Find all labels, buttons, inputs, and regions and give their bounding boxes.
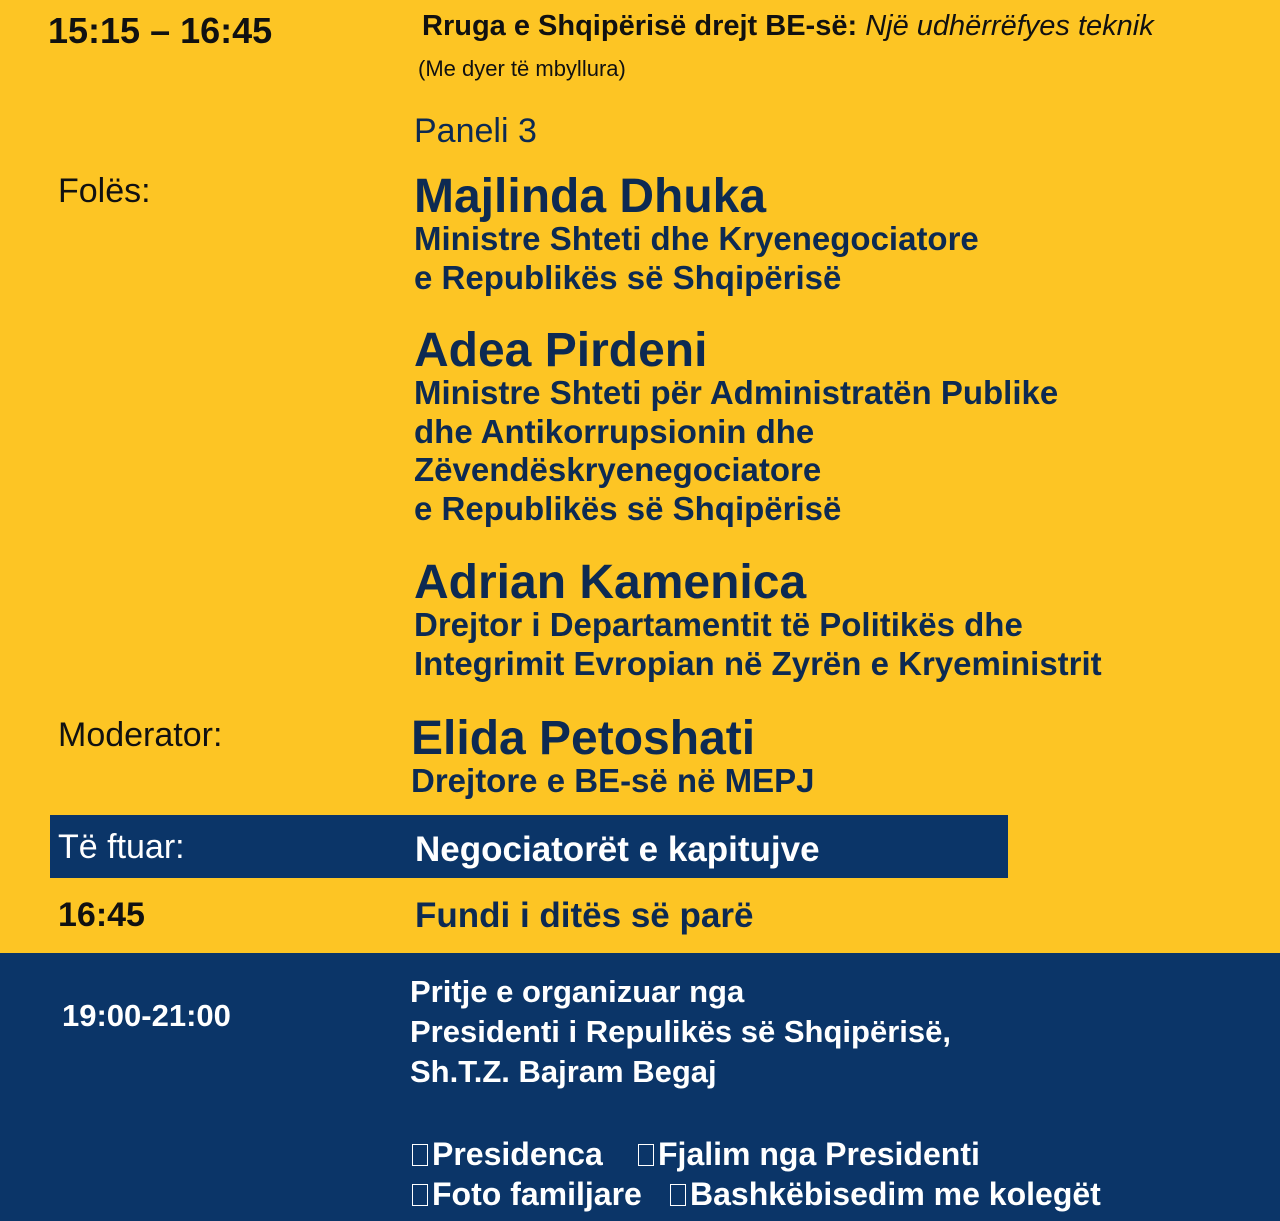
- moderator-name: Elida Petoshati: [411, 712, 756, 765]
- speaker-role: Ministre Shteti për Administratën Publike dhe Antikorrupsionin dhe Zëvendëskryenegociatore e Republikës së Shqipërisë: [414, 374, 1059, 527]
- evening-item: [412, 1136, 603, 1173]
- speakers-label: Folës:: [58, 172, 151, 210]
- moderator-role: Drejtore e BE-së në MEPJ: [411, 762, 815, 799]
- checkbox-icon: [638, 1144, 654, 1166]
- evening-item: [638, 1136, 980, 1173]
- evening-item: [670, 1176, 1101, 1213]
- evening-item-label: Fjalim nga Presidenti: [658, 1136, 980, 1172]
- guests-text: Negociatorët e kapitujve: [415, 830, 820, 869]
- evening-item-label: Bashkëbisedim me kolegët: [690, 1176, 1101, 1212]
- moderator-label: Moderator:: [58, 716, 223, 754]
- evening-item-label: Foto familjare: [432, 1176, 642, 1212]
- evening-time: 19:00-21:00: [62, 998, 231, 1033]
- speaker-block: [414, 324, 1059, 528]
- moderator-block: [411, 712, 815, 801]
- evening-line: Pritje e organizuar nga: [410, 974, 745, 1009]
- evening-line: Sh.T.Z. Bajram Begaj: [410, 1054, 717, 1089]
- end-time: 16:45: [58, 896, 145, 934]
- speaker-name: Majlinda Dhuka: [414, 170, 767, 223]
- evening-item: [412, 1176, 642, 1213]
- speaker-role: Drejtor i Departamentit të Politikës dhe Integrimit Evropian në Zyrën e Kryeministrit: [414, 606, 1102, 682]
- end-text: Fundi i ditës së parë: [415, 896, 754, 935]
- evening-item-label: Presidenca: [432, 1136, 603, 1172]
- session-note: (Me dyer të mbyllura): [418, 56, 626, 81]
- guests-label: Të ftuar:: [58, 828, 185, 866]
- speaker-role: Ministre Shteti dhe Kryenegociatore e Republikës së Shqipërisë: [414, 220, 979, 296]
- checkbox-icon: [412, 1184, 428, 1206]
- evening-line: Presidenti i Repulikës së Shqipërisë,: [410, 1014, 951, 1049]
- checkbox-icon: [412, 1144, 428, 1166]
- speaker-block: [414, 556, 1102, 683]
- speaker-name: Adrian Kamenica: [414, 556, 807, 609]
- checkbox-icon: [670, 1184, 686, 1206]
- session-time: 15:15 – 16:45: [48, 10, 273, 51]
- session-title-bold: Rruga e Shqipërisë drejt BE-së:: [422, 10, 858, 42]
- speaker-block: [414, 170, 979, 297]
- speaker-name: Adea Pirdeni: [414, 324, 708, 377]
- session-title-italic: Një udhërrëfyes teknik: [865, 10, 1154, 42]
- session-title: [422, 10, 1154, 43]
- panel-label: Paneli 3: [414, 112, 537, 150]
